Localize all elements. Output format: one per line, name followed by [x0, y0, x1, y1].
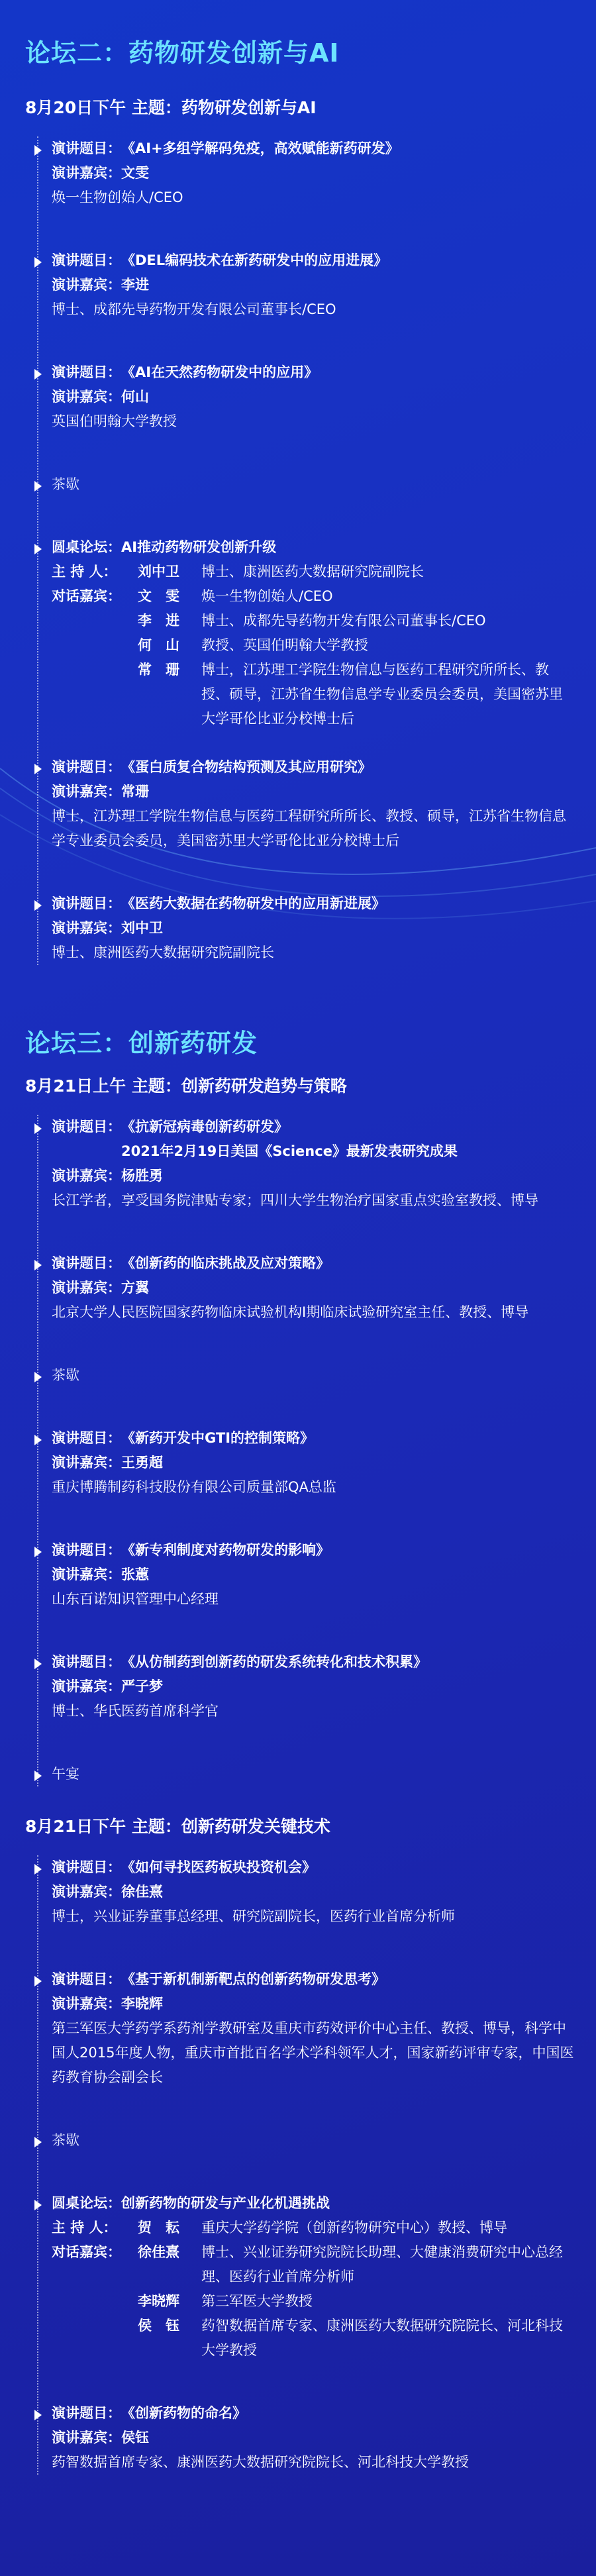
roundtable-label: 圆桌论坛： — [52, 2195, 121, 2211]
roundtable-item — [0, 2191, 596, 2363]
guest-desc: 博士，江苏理工学院生物信息与医药工程研究所所长、教授、硕导，江苏省生物信息学专业委员会委员，美国密苏里大学哥伦比亚分校博士后 — [201, 662, 563, 727]
forum2-session-heading: 8月20日下午 主题：药物研发创新与AI — [25, 98, 317, 117]
triangle-bullet-icon — [30, 1433, 45, 1447]
speaker-desc: 博士，江苏理工学院生物信息与医药工程研究所所长、教授、硕导，江苏省生物信息学专业委员会委员，美国密苏里大学哥伦比亚分校博士后 — [52, 808, 566, 849]
forum3-session1-heading: 8月21日上午 主题：创新药研发趋势与策略 — [25, 1076, 347, 1096]
speaker-desc: 焕一生物创始人/CEO — [52, 189, 183, 205]
triangle-bullet-icon — [30, 898, 45, 913]
speaker-desc: 重庆博腾制药科技股份有限公司质量部QA总监 — [52, 1479, 336, 1495]
speaker-name: 常珊 — [121, 784, 149, 799]
talk-item — [0, 1650, 596, 1724]
triangle-bullet-icon — [30, 1862, 45, 1877]
talk-title: 《新药开发中GTI的控制策略》 — [121, 1430, 315, 1446]
break-item — [0, 1363, 596, 1388]
speaker-desc: 博士，兴业证券董事总经理、研究院副院长，医药行业首席分析师 — [52, 1908, 455, 1924]
guest-desc: 博士、兴业证券研究院院长助理、大健康消费研究中心总经理、医药行业首席分析师 — [201, 2244, 563, 2285]
talk-label: 演讲题目： — [52, 1859, 121, 1875]
triangle-bullet-icon — [30, 1769, 45, 1783]
speaker-desc: 英国伯明翰大学教授 — [52, 413, 177, 429]
speaker-name: 文雯 — [121, 165, 149, 181]
triangle-bullet-icon — [30, 762, 45, 776]
speaker-name: 张蕙 — [121, 1567, 149, 1582]
guest-desc: 药智数据首席专家、康洲医药大数据研究院院长、河北科技大学教授 — [201, 2318, 563, 2358]
talk-item — [0, 755, 596, 853]
host-desc: 重庆大学药学院（创新药物研究中心）教授、博导 — [201, 2220, 507, 2236]
talk-item — [0, 1115, 596, 1213]
triangle-bullet-icon — [30, 1974, 45, 1988]
lunch-item — [0, 1762, 596, 1786]
triangle-bullet-icon — [30, 1258, 45, 1272]
forum2-timeline — [0, 136, 596, 965]
guest-name: 何 山 — [138, 637, 179, 653]
speaker-label: 演讲嘉宾： — [52, 1455, 121, 1470]
host-name: 贺 耘 — [138, 2220, 179, 2236]
roundtable-item — [0, 535, 596, 731]
roundtable-label: 圆桌论坛： — [52, 539, 121, 555]
talk-label: 演讲题目： — [52, 1119, 121, 1135]
guest-label: 对话嘉宾： — [52, 2244, 121, 2260]
speaker-name: 王勇超 — [121, 1455, 163, 1470]
speaker-label: 演讲嘉宾： — [52, 1280, 121, 1296]
triangle-bullet-icon — [30, 1657, 45, 1671]
speaker-name: 李晓辉 — [121, 1996, 163, 2012]
speaker-desc: 博士、康洲医药大数据研究院副院长 — [52, 945, 274, 960]
forum3-morning-timeline — [0, 1115, 596, 1786]
speaker-desc: 山东百诺知识管理中心经理 — [52, 1591, 219, 1607]
forum3-session2-heading: 8月21日下午 主题：创新药研发关键技术 — [25, 1817, 330, 1836]
speaker-desc: 博士、成都先导药物开发有限公司董事长/CEO — [52, 301, 336, 317]
talk-title: 《新专利制度对药物研发的影响》 — [121, 1542, 330, 1558]
talk-title: 《AI在天然药物研发中的应用》 — [121, 364, 319, 380]
host-label: 主 持 人： — [52, 564, 117, 580]
speaker-desc: 博士、华氏医药首席科学官 — [52, 1703, 219, 1719]
talk-label: 演讲题目： — [52, 364, 121, 380]
tea-break-label: 茶歇 — [52, 1367, 79, 1383]
talk-label: 演讲题目： — [52, 1430, 121, 1446]
triangle-bullet-icon — [30, 367, 45, 382]
talk-label: 演讲题目： — [52, 1971, 121, 1987]
timeline-rail — [37, 1855, 38, 2475]
speaker-label: 演讲嘉宾： — [52, 1884, 121, 1900]
speaker-desc: 北京大学人民医院国家药物临床试验机构I期临床试验研究室主任、教授、博导 — [52, 1304, 529, 1320]
talk-item — [0, 892, 596, 965]
roundtable-title: 创新药物的研发与产业化机遇挑战 — [121, 2195, 330, 2211]
triangle-bullet-icon — [30, 1545, 45, 1559]
triangle-bullet-icon — [30, 479, 45, 493]
triangle-bullet-icon — [30, 2198, 45, 2212]
speaker-name: 李进 — [121, 277, 149, 293]
triangle-bullet-icon — [30, 143, 45, 158]
speaker-name: 杨胜勇 — [121, 1168, 163, 1184]
talk-item — [0, 1855, 596, 1929]
talk-label: 演讲题目： — [52, 1542, 121, 1558]
talk-item — [0, 136, 596, 210]
forum3-title: 论坛三：创新药研发 — [25, 1029, 258, 1058]
tea-break-label: 茶歇 — [52, 476, 79, 492]
talk-title: 《蛋白质复合物结构预测及其应用研究》 — [121, 759, 372, 775]
talk-title: 《抗新冠病毒创新药研发》 — [121, 1119, 288, 1135]
host-desc: 博士、康洲医药大数据研究院副院长 — [201, 564, 424, 580]
talk-item — [0, 248, 596, 322]
guest-name: 侯 钰 — [138, 2318, 179, 2334]
speaker-label: 演讲嘉宾： — [52, 920, 121, 936]
speaker-label: 演讲嘉宾： — [52, 1996, 121, 2012]
talk-title: 《从仿制药到创新药的研发系统转化和技术积累》 — [121, 1654, 427, 1670]
speaker-label: 演讲嘉宾： — [52, 389, 121, 405]
speaker-desc: 长江学者，享受国务院津贴专家；四川大学生物治疗国家重点实验室教授、博导 — [52, 1192, 538, 1208]
talk-label: 演讲题目： — [52, 1255, 121, 1271]
talk-subtitle: 2021年2月19日美国《Science》最新发表研究成果 — [121, 1143, 458, 1159]
talk-item — [0, 1538, 596, 1612]
talk-item — [0, 2401, 596, 2475]
speaker-label: 演讲嘉宾： — [52, 784, 121, 799]
guest-name: 常 珊 — [138, 662, 179, 678]
talk-title: 《创新药的临床挑战及应对策略》 — [121, 1255, 330, 1271]
speaker-label: 演讲嘉宾： — [52, 2430, 121, 2446]
speaker-desc: 第三军医大学药学系药剂学教研室及重庆市药效评价中心主任、教授、博导，科学中国人2015年度人物，重庆市首批百名学术学科领军人才，国家新药评审专家，中国医药教育协会副会长 — [52, 2020, 574, 2085]
speaker-label: 演讲嘉宾： — [52, 1567, 121, 1582]
speaker-label: 演讲嘉宾： — [52, 1678, 121, 1694]
talk-label: 演讲题目： — [52, 140, 121, 156]
speaker-name: 徐佳熹 — [121, 1884, 163, 1900]
break-item — [0, 2128, 596, 2153]
talk-label: 演讲题目： — [52, 896, 121, 911]
break-item — [0, 472, 596, 497]
host-name: 刘中卫 — [138, 564, 179, 580]
speaker-name: 严子梦 — [121, 1678, 163, 1694]
triangle-bullet-icon — [30, 2135, 45, 2149]
tea-break-label: 茶歇 — [52, 2132, 79, 2148]
guest-name: 李 进 — [138, 613, 179, 629]
guest-name: 李晓辉 — [138, 2293, 179, 2309]
guest-name: 文 雯 — [138, 588, 179, 604]
guest-desc: 博士、成都先导药物开发有限公司董事长/CEO — [201, 613, 486, 629]
roundtable-title: AI推动药物研发创新升级 — [121, 539, 277, 555]
lunch-label: 午宴 — [52, 1766, 79, 1782]
speaker-label: 演讲嘉宾： — [52, 277, 121, 293]
speaker-desc: 药智数据首席专家、康洲医药大数据研究院院长、河北科技大学教授 — [52, 2454, 469, 2470]
triangle-bullet-icon — [30, 542, 45, 556]
speaker-label: 演讲嘉宾： — [52, 1168, 121, 1184]
host-label: 主 持 人： — [52, 2220, 117, 2236]
talk-item — [0, 1426, 596, 1500]
speaker-label: 演讲嘉宾： — [52, 165, 121, 181]
talk-label: 演讲题目： — [52, 2405, 121, 2421]
guest-label: 对话嘉宾： — [52, 588, 121, 604]
talk-label: 演讲题目： — [52, 759, 121, 775]
triangle-bullet-icon — [30, 255, 45, 270]
triangle-bullet-icon — [30, 1121, 45, 1136]
guest-desc: 教授、英国伯明翰大学教授 — [201, 637, 368, 653]
guest-name: 徐佳熹 — [138, 2244, 179, 2260]
talk-label: 演讲题目： — [52, 252, 121, 268]
speaker-name: 侯钰 — [121, 2430, 149, 2446]
talk-item — [0, 1967, 596, 2090]
guest-desc: 第三军医大学教授 — [201, 2293, 313, 2309]
talk-title: 《创新药物的命名》 — [121, 2405, 246, 2421]
forum2-title: 论坛二：药物研发创新与AI — [25, 38, 340, 68]
talk-title: 《DEL编码技术在新药研发中的应用进展》 — [121, 252, 388, 268]
guest-desc: 焕一生物创始人/CEO — [201, 588, 333, 604]
speaker-name: 刘中卫 — [121, 920, 163, 936]
forum3-afternoon-timeline — [0, 1855, 596, 2475]
talk-title: 《基于新机制新靶点的创新药物研发思考》 — [121, 1971, 385, 1987]
talk-title: 《如何寻找医药板块投资机会》 — [121, 1859, 316, 1875]
talk-title: 《医药大数据在药物研发中的应用新进展》 — [121, 896, 385, 911]
speaker-name: 方翼 — [121, 1280, 149, 1296]
talk-item — [0, 1251, 596, 1325]
talk-title: 《AI+多组学解码免疫，高效赋能新药研发》 — [121, 140, 399, 156]
talk-item — [0, 360, 596, 434]
triangle-bullet-icon — [30, 1370, 45, 1384]
speaker-name: 何山 — [121, 389, 149, 405]
triangle-bullet-icon — [30, 2408, 45, 2422]
talk-label: 演讲题目： — [52, 1654, 121, 1670]
